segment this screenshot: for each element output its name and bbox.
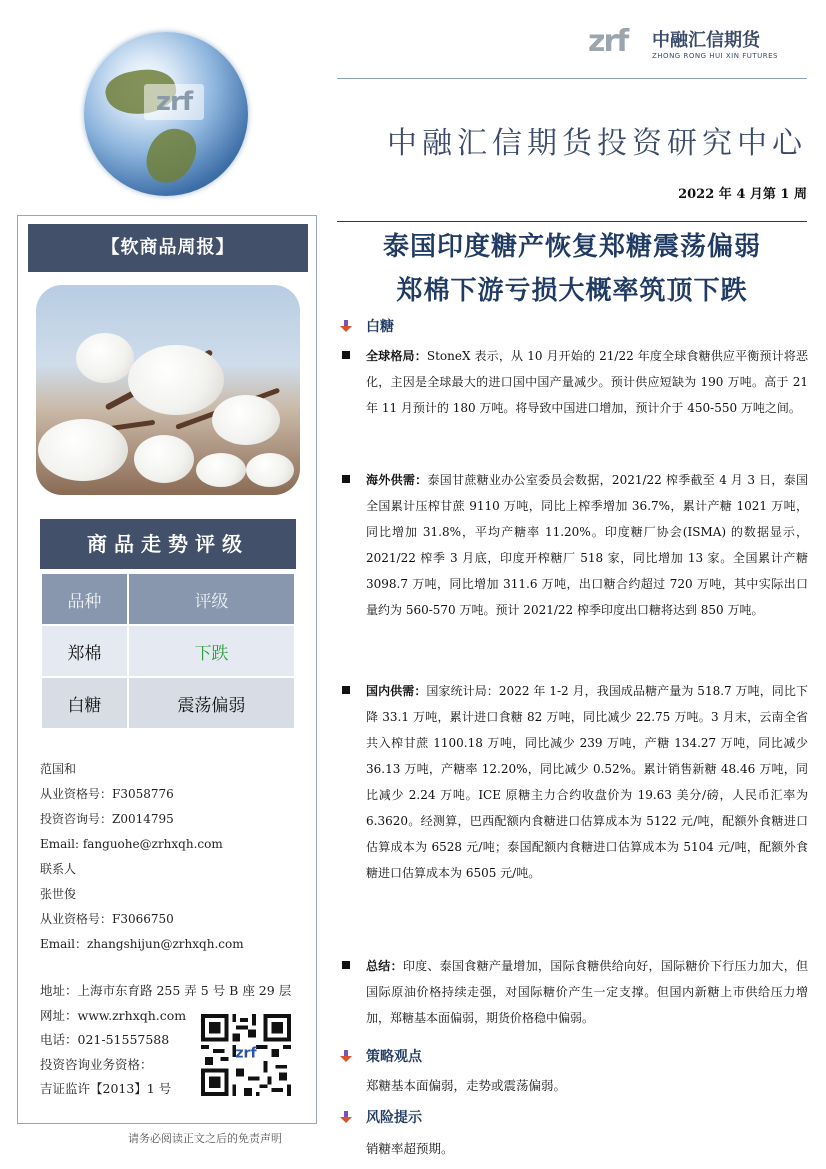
paragraph-label: 海外供需： [366,473,428,487]
cotton-boll [76,333,134,383]
svg-text:zrf: zrf [235,1045,257,1062]
strategy-text: 郑糖基本面偏弱，走势或震荡偏弱。 [366,1078,567,1093]
continent-shape [140,122,201,189]
header-divider [337,78,807,79]
risk-text: 销糖率超预期。 [366,1141,454,1156]
brand-name-en: ZHONG RONG HUI XIN FUTURES [652,52,778,60]
contact-label: 联系人 [40,862,77,876]
analyst-email: Email: fanguohe@zrhxqh.com [40,837,223,851]
paragraph-label: 国内供需： [366,684,427,698]
square-bullet-icon [342,961,350,969]
qualification-number: 吉证监许【2013】1 号 [40,1081,172,1096]
paragraph-global [344,343,808,421]
consulting-number: 投资咨询号：Z0014795 [40,812,174,826]
rating-table-title: 商品走势评级 [40,519,296,569]
square-bullet-icon [342,351,350,359]
contact-email: Email：zhangshijun@zrhxqh.com [40,937,244,951]
company-website: 网址：www.zrhxqh.com [40,1007,187,1023]
cotton-boll [128,345,224,415]
down-arrow-icon [340,1111,352,1123]
commodity-rating: 震荡偏弱 [129,678,294,728]
rating-table-header [42,574,294,624]
section-heading-text: 策略观点 [366,1049,422,1065]
commodity-name: 白糖 [42,678,127,728]
section-heading-text: 风险提示 [366,1110,422,1126]
commodity-rating: 下跌 [129,626,294,676]
paragraph-summary [344,953,808,1031]
paragraph-overseas [344,467,808,623]
cotton-photo [36,285,300,495]
paragraph-text: 印度、泰国食糖产量增加，国际食糖供给向好，国际糖价下行压力加大，但国际原油价格持续走强，对国际糖价产生一定支撑。但国内新糖上市供给压力增加，郑糖基本面偏弱，期货价格稳中偏弱。 [366,959,808,1025]
analyst-contacts [40,757,310,957]
section-heading-sugar [340,316,394,336]
header-rating: 评级 [129,574,294,624]
report-title-line1: 泰国印度糖产恢复郑糖震荡偏弱 [382,232,761,262]
paragraph-domestic [344,678,808,886]
paragraph-label: 总结： [366,959,403,973]
down-arrow-icon [340,1050,352,1062]
square-bullet-icon [342,475,350,483]
table-row [42,626,294,676]
rating-table [40,572,296,730]
globe-brand-mark: zrf [144,84,204,120]
title-divider [337,221,807,222]
license-number: 从业资格号：F3058776 [40,787,174,801]
paragraph-label: 全球格局： [366,349,427,363]
cotton-boll [134,435,194,483]
brand-name-cn: 中融汇信期货 [652,30,760,51]
cotton-boll [246,453,294,487]
company-address: 地址：上海市东育路 255 弄 5 号 B 座 29 层 [40,983,292,998]
table-row [42,678,294,728]
research-center-title: 中融汇信期货投资研究中心 [387,126,807,161]
license-number: 从业资格号：F3066750 [40,912,174,926]
paragraph-text: StoneX 表示，从 10 月开始的 21/22 年度全球食糖供应平衡预计将恶化，主因是全球最大的进口国中国产量减少。预计供应短缺为 190 万吨。高于 21 年 11 月预计的 180 万吨。将导致中国进口增加，预计介于 450-550 万吨之间。 [366,349,808,415]
cotton-boll [212,395,280,445]
paragraph-text: 国家统计局：2022 年 1-2 月，我国成品糖产量为 518.7 万吨，同比下降 33.1 万吨，累计进口食糖 82 万吨，同比减少 22.75 万吨。3 月末，云南全省共入榨甘蔗 1100.18 万吨，同比减少 239 万吨，产糖 134.27 万吨，同比减少 36.13 万吨，产糖率 12.20%，同比减少 0.52%。累计销售新糖 48.46 万吨，同比减少 2.24 万吨。ICE 原糖主力合约收盘价为 19.63 美分/磅，人民币汇率为 6.3620。经测算，巴西配额内食糖进口估算成本为 5122 元/吨，配额外食糖进口估算成本为 6528 元/吨；泰国配额内食糖进口估算成本为 5104 元/吨，配额外食糖进口估算成本为 6505 元/吨。 [366,684,808,880]
commodity-name: 郑棉 [42,626,127,676]
report-title-line2: 郑棉下游亏损大概率筑顶下跌 [396,276,748,306]
analyst-name: 范国和 [40,762,77,776]
brand-mark: zrf [588,24,628,59]
cotton-boll [196,453,246,487]
qualification-label: 投资咨询业务资格： [40,1056,153,1072]
section-heading-strategy [340,1046,422,1066]
globe-logo [84,32,248,196]
company-phone: 电话：021-51557588 [40,1032,170,1047]
down-arrow-icon [340,320,352,332]
paragraph-text: 泰国甘蔗糖业办公室委员会数据，2021/22 榨季截至 4 月 3 日，泰国全国累计压榨甘蔗 9110 万吨，同比上榨季增加 36.7%，累计产糖 1021 万吨，同比增加 31.8%，平均产糖率 11.20%。印度糖厂协会(ISMA) 的数据显示，2021/22 榨季 3 月底，印度开榨糖厂 518 家，同比增加 13 家。全国累计产糖 3098.7 万吨，同比增加 311.6 万吨，出口糖合约超过 720 万吨，其中实际出口量约为 560-570 万吨。预计 2021/22 榨季印度出口糖将达到 850 万吨。 [366,473,808,617]
company-logo [588,20,788,64]
cotton-boll [38,419,128,481]
contact-name: 张世俊 [40,887,77,901]
disclaimer-note: 请务必阅读正文之后的免责声明 [128,1132,282,1145]
weekly-report-banner: 【软商品周报】 [28,224,308,272]
section-heading-risk [340,1107,422,1127]
report-date: 2022 年 4 月第 1 周 [678,187,807,202]
square-bullet-icon [342,686,350,694]
qr-code [200,1014,292,1096]
section-heading-text: 白糖 [366,319,394,335]
header-item: 品种 [42,574,127,624]
